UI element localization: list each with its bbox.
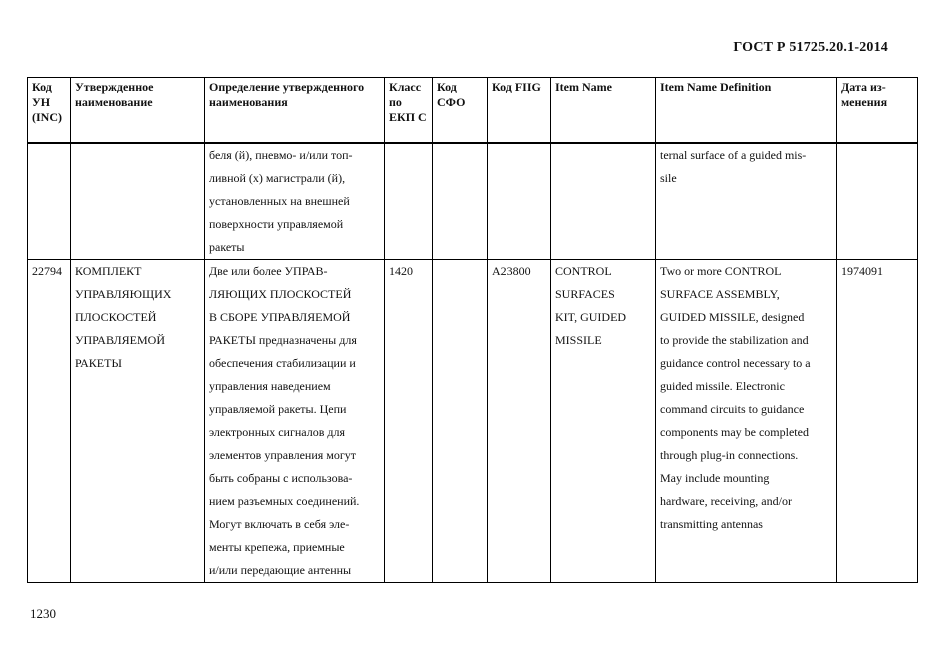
text-line: Две или более УПРАВ- <box>209 264 328 278</box>
header-item-name-definition: Item Name Definition <box>656 78 837 144</box>
text-line: управляемой ракеты. Цепи <box>209 402 347 416</box>
text-line: быть собраны с использова- <box>209 471 353 485</box>
standard-code: ГОСТ Р 51725.20.1-2014 <box>733 40 888 55</box>
text-line: нием разъемных соединений. <box>209 494 360 508</box>
header-approved-name: Утвержденное наименование <box>71 78 205 144</box>
text-line: transmitting antennas <box>660 517 763 531</box>
text-line: ливной (х) магистрали (й), <box>209 171 346 185</box>
text-line: components may be completed <box>660 425 809 439</box>
text-line: управления наведением <box>209 379 331 393</box>
header-fiig-code: Код FIIG <box>488 78 551 144</box>
text-line: Могут включать в себя эле- <box>209 517 350 531</box>
text-line: MISSILE <box>555 333 602 347</box>
page-number: 1230 <box>30 606 56 621</box>
header-item-name: Item Name <box>551 78 656 144</box>
text-line: В СБОРЕ УПРАВЛЯЕМОЙ <box>209 310 351 324</box>
text-line: установленных на внешней <box>209 194 350 208</box>
cell-definition <box>205 143 385 260</box>
cell-change-date: 1974091 <box>837 260 918 583</box>
text-line: guided missile. Electronic <box>660 379 785 393</box>
cell-fiig-code <box>488 143 551 260</box>
text-line: GUIDED MISSILE, designed <box>660 310 805 324</box>
text-line: и/или передающие антенны <box>209 563 352 577</box>
cell-approved-name <box>71 143 205 260</box>
table-header-row <box>28 78 918 144</box>
text-line: обеспечения стабилизации и <box>209 356 356 370</box>
header-inc: Код УН (INC) <box>28 78 71 144</box>
text-line: Two or more CONTROL <box>660 264 782 278</box>
text-line: May include mounting <box>660 471 770 485</box>
text-line: менты крепежа, приемные <box>209 540 345 554</box>
catalog-table <box>27 77 918 583</box>
text-line: sile <box>660 171 677 185</box>
cell-item-name <box>551 143 656 260</box>
text-line: поверхности управляемой <box>209 217 344 231</box>
cell-fiig-code: A23800 <box>488 260 551 583</box>
table-row <box>28 260 918 583</box>
text-line: ракеты <box>209 240 245 254</box>
table-row <box>28 143 918 260</box>
header-definition: Определение утвержденного наименования <box>205 78 385 144</box>
text-line: КОМПЛЕКТ <box>75 264 142 278</box>
cell-inc: 22794 <box>28 260 71 583</box>
text-line: CONTROL <box>555 264 612 278</box>
text-line: SURFACES <box>555 287 615 301</box>
text-line: ЛЯЮЩИХ ПЛОСКОСТЕЙ <box>209 287 352 301</box>
cell-approved-name <box>71 260 205 583</box>
text-line: command circuits to guidance <box>660 402 805 416</box>
text-line: беля (й), пневмо- и/или топ- <box>209 148 353 162</box>
text-line: УПРАВЛЯЮЩИХ <box>75 287 172 301</box>
text-line: KIT, GUIDED <box>555 310 627 324</box>
cell-sfo-code <box>433 143 488 260</box>
cell-item-name-definition <box>656 143 837 260</box>
cell-change-date <box>837 143 918 260</box>
cell-definition <box>205 260 385 583</box>
text-line: SURFACE ASSEMBLY, <box>660 287 780 301</box>
text-line: guidance control necessary to a <box>660 356 811 370</box>
text-line: элементов управления могут <box>209 448 357 462</box>
text-line: ПЛОСКОСТЕЙ <box>75 310 157 324</box>
text-line: ternal surface of a guided mis- <box>660 148 807 162</box>
cell-item-name-definition <box>656 260 837 583</box>
cell-ekps-class <box>385 143 433 260</box>
cell-sfo-code <box>433 260 488 583</box>
text-line: электронных сигналов для <box>209 425 346 439</box>
text-line: РАКЕТЫ предназначены для <box>209 333 357 347</box>
text-line: through plug-in connections. <box>660 448 799 462</box>
text-line: РАКЕТЫ <box>75 356 122 370</box>
header-sfo-code: Код СФО <box>433 78 488 144</box>
text-line: hardware, receiving, and/or <box>660 494 792 508</box>
header-change-date: Дата из-менения <box>837 78 918 144</box>
cell-inc <box>28 143 71 260</box>
header-ekps-class: Класс по ЕКП С <box>385 78 433 144</box>
text-line: to provide the stabilization and <box>660 333 809 347</box>
cell-item-name <box>551 260 656 583</box>
text-line: УПРАВЛЯЕМОЙ <box>75 333 165 347</box>
cell-ekps-class: 1420 <box>385 260 433 583</box>
